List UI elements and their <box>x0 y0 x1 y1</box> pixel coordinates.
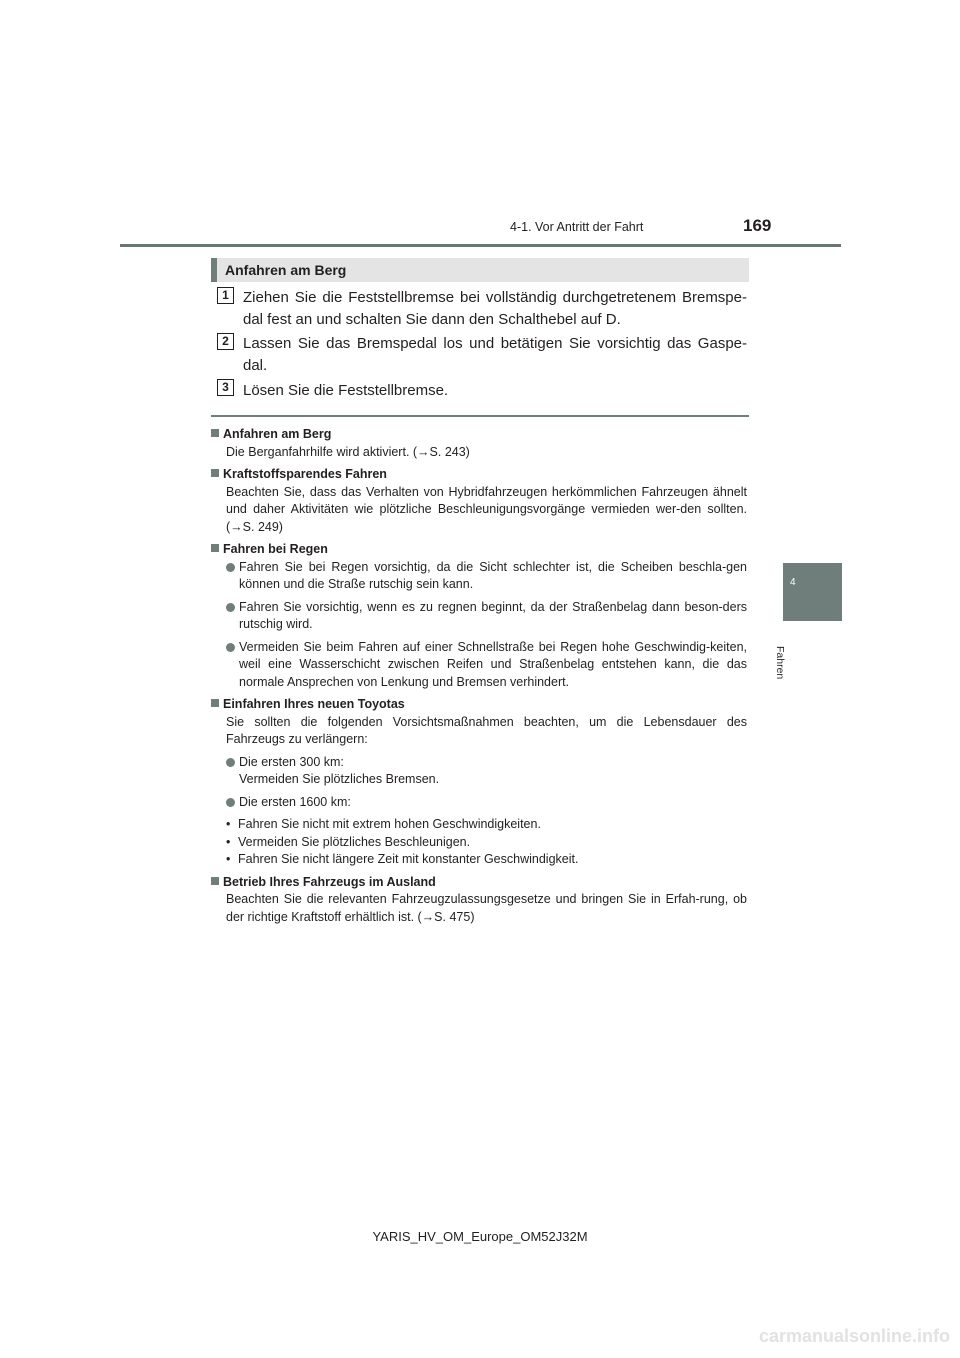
note-heading-abroad: Betrieb Ihres Fahrzeugs im Ausland <box>211 874 747 892</box>
page-number: 169 <box>743 216 772 235</box>
note-heading-hill-start: Anfahren am Berg <box>211 426 747 444</box>
note-text-fuel-saving: Beachten Sie, dass das Verhalten von Hybridfahrzeugen herkömmlichen Fahrzeugen ähnelt und daher Aktivitäten wie plötzliche Beschleunigungsvorgänge vermieden wer-den sollten. (→S. 249) <box>226 484 747 534</box>
note-text-break-in: Sie sollten die folgenden Vorsichtsmaßnahmen beachten, um die Lebensdauer des Fahrzeugs zu verlängern: <box>226 714 747 746</box>
circle-bullet-icon <box>226 758 235 767</box>
rain-bullet-3: Vermeiden Sie beim Fahren auf einer Schnellstraße bei Regen hohe Geschwindig-keiten, weil eine Wasserschicht zwischen Reifen und Straßenbelag entstehen kann, die das normale Ansprechen von Lenkung und Bremsen verhindert. <box>226 639 747 692</box>
chapter-tab-label: Fahren <box>774 646 786 680</box>
circle-bullet-icon <box>226 563 235 572</box>
break-in-bullet-1600km: Die ersten 1600 km: <box>226 794 747 812</box>
step-number-2: 2 <box>217 333 234 350</box>
note-heading-fuel-saving: Kraftstoffsparendes Fahren <box>211 466 747 484</box>
square-bullet-icon <box>211 469 219 477</box>
procedure-box-divider <box>211 415 749 417</box>
list-item: • Fahren Sie nicht mit extrem hohen Geschwindigkeiten. <box>226 816 747 834</box>
list-item: • Vermeiden Sie plötzliches Beschleunigen. <box>226 834 747 852</box>
note-text-abroad: Beachten Sie die relevanten Fahrzeugzulassungsgesetze und bringen Sie in Erfah-rung, ob der richtige Kraftstoff erhältlich ist. (→S. 475) <box>226 892 747 924</box>
footer-doc-code: YARIS_HV_OM_Europe_OM52J32M <box>372 1229 588 1244</box>
step-number-1: 1 <box>217 287 234 304</box>
square-bullet-icon <box>211 877 219 885</box>
rain-bullet-2: Fahren Sie vorsichtig, wenn es zu regnen beginnt, da der Straßenbelag dann beson-ders rutschig wird. <box>226 599 747 634</box>
square-bullet-icon <box>211 429 219 437</box>
step-text-3: Lösen Sie die Feststellbremse. <box>243 382 449 399</box>
watermark: carmanualsonline.info <box>758 1326 950 1346</box>
step-text-2: Lassen Sie das Bremspedal los und betätigen Sie vorsichtig das Gaspe-dal. <box>243 335 747 374</box>
circle-bullet-icon <box>226 643 235 652</box>
chapter-tab <box>783 563 842 621</box>
break-in-bullet-300km: Die ersten 300 km: Vermeiden Sie plötzliches Bremsen. <box>226 754 747 789</box>
header-section-title: 4-1. Vor Antritt der Fahrt <box>510 220 644 234</box>
notes-section <box>211 426 747 931</box>
header-divider <box>120 244 841 247</box>
step-number-3: 3 <box>217 379 234 396</box>
square-bullet-icon <box>211 699 219 707</box>
rain-bullet-1: Fahren Sie bei Regen vorsichtig, da die Sicht schlechter ist, die Scheiben beschla-gen können und die Straße rutschig sein kann. <box>226 559 747 594</box>
step-text-1: Ziehen Sie die Feststellbremse bei vollständig durchgetretenem Bremspe-dal fest an und schalten Sie dann den Schalthebel auf D. <box>243 289 747 328</box>
procedure-box-title: Anfahren am Berg <box>211 258 749 282</box>
circle-bullet-icon <box>226 798 235 807</box>
note-heading-rain: Fahren bei Regen <box>211 541 747 559</box>
circle-bullet-icon <box>226 603 235 612</box>
note-heading-break-in: Einfahren Ihres neuen Toyotas <box>211 696 747 714</box>
square-bullet-icon <box>211 544 219 552</box>
note-text-hill-start: Die Berganfahrhilfe wird aktiviert. (→S. 243) <box>226 444 470 459</box>
chapter-tab-number: 4 <box>790 577 796 588</box>
break-in-sub-list <box>226 816 747 869</box>
list-item: • Fahren Sie nicht längere Zeit mit konstanter Geschwindigkeit. <box>226 851 747 869</box>
